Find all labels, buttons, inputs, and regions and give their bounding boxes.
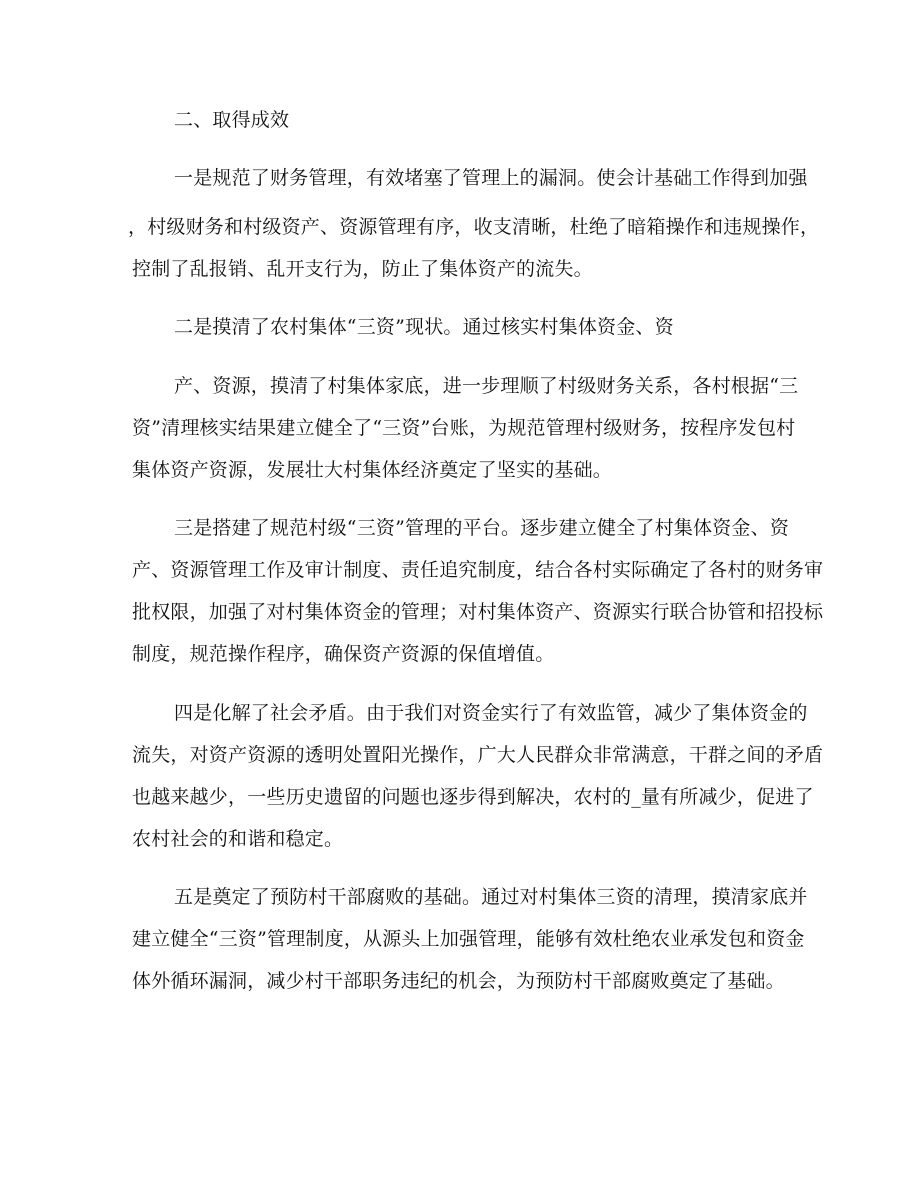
- paragraph-3-line-2: 资”清理核实结果建立健全了“三资”台账，为规范管理村级财务，按程序发包村: [132, 417, 796, 439]
- paragraph-1-line-1: 一是规范了财务管理，有效堵塞了管理上的漏洞。使会计基础工作得到加强: [174, 167, 808, 189]
- paragraph-5-line-2: 流失，对资产资源的透明处置阳光操作，广大人民群众非常满意，干群之间的矛盾: [132, 744, 824, 766]
- section-heading: 二、取得成效: [174, 109, 290, 131]
- paragraph-1-line-2: ，村级财务和村级资产、资源管理有序，收支清晰，杜绝了暗箱操作和违规操作，: [128, 216, 820, 238]
- paragraph-4-line-3: 批权限，加强了对村集体资金的管理；对村集体资产、资源实行联合协管和招投标: [132, 601, 824, 623]
- paragraph-6-line-3: 体外循环漏洞，减少村干部职务违纪的机会，为预防村干部腐败奠定了基础。: [132, 970, 785, 992]
- paragraph-2-line-1: 二是摸清了农村集体“三资”现状。通过核实村集体资金、资: [174, 316, 674, 338]
- paragraph-4-line-2: 产、资源管理工作及审计制度、责任追究制度，结合各村实际确定了各村的财务审: [132, 559, 824, 581]
- paragraph-6-line-1: 五是奠定了预防村干部腐败的基础。通过对村集体三资的清理，摸清家底并: [174, 886, 808, 908]
- paragraph-5-line-1: 四是化解了社会矛盾。由于我们对资金实行了有效监管，减少了集体资金的: [174, 702, 808, 724]
- paragraph-4-line-1: 三是搭建了规范村级“三资”管理的平台。逐步建立健全了村集体资金、资: [174, 517, 790, 539]
- paragraph-5-line-3: 也越来越少，一些历史遗留的问题也逐步得到解决，农村的_量有所减少，促进了: [132, 786, 814, 808]
- paragraph-1-line-3: 控制了乱报销、乱开支行为，防止了集体资产的流失。: [132, 258, 593, 280]
- paragraph-3-line-3: 集体资产资源，发展壮大村集体经济奠定了坚实的基础。: [132, 459, 613, 481]
- paragraph-3-line-1: 产、资源，摸清了村集体家底，进一步理顺了村级财务关系，各村根据“三: [174, 375, 799, 397]
- paragraph-4-line-4: 制度，规范操作程序，确保资产资源的保值增值。: [132, 643, 555, 665]
- paragraph-5-line-4: 农村社会的和谐和稳定。: [132, 828, 344, 850]
- paragraph-6-line-2: 建立健全“三资”管理制度，从源头上加强管理，能够有效杜绝农业承发包和资金: [132, 928, 805, 950]
